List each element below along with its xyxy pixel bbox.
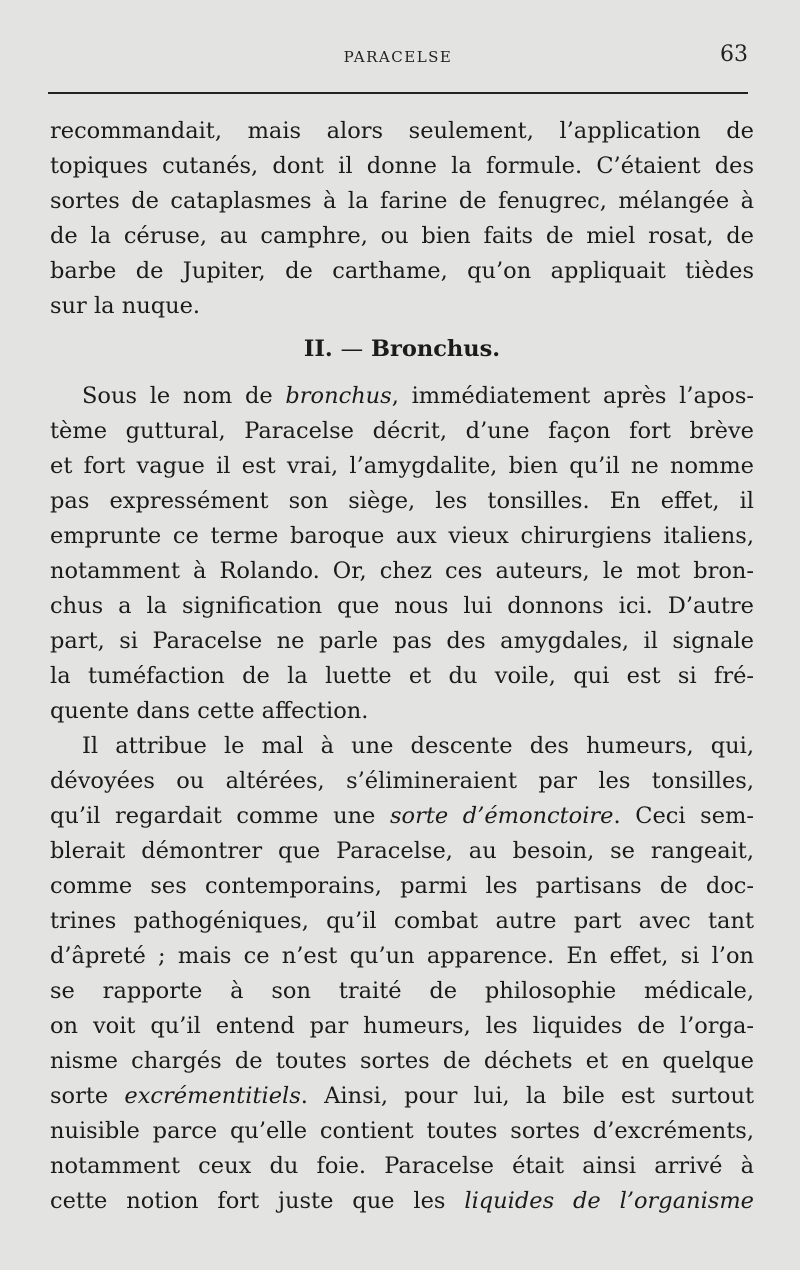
text-line: nuisible parce qu’elle contient toutes sortes d’excréments,	[50, 1118, 754, 1144]
italic-term: sorte d’émonctoire	[389, 803, 614, 829]
body-text	[50, 114, 754, 1219]
text-line: trines pathogéniques, qu’il combat autre part avec tant	[50, 908, 754, 934]
section-heading	[50, 332, 754, 367]
text-line	[50, 1079, 754, 1114]
text-run: sorte	[50, 1083, 125, 1109]
text-line: part, si Paracelse ne parle pas des amygdales, il signale	[50, 628, 754, 654]
text-run: . Ainsi, pour lui, la bile est surtout	[300, 1083, 754, 1109]
text-line	[50, 379, 754, 414]
page-number: 63	[720, 42, 748, 67]
text-line: recommandait, mais alors seulement, l’application de	[50, 118, 754, 144]
text-line: quente dans cette affection.	[50, 698, 369, 724]
text-line: topiques cutanés, dont il donne la formule. C’étaient des	[50, 153, 754, 179]
section-number: II.	[303, 336, 333, 362]
text-line: notamment à Rolando. Or, chez ces auteurs, le mot bron-	[50, 558, 754, 584]
text-run: , immédiatement après l’apos-	[391, 383, 754, 409]
text-line: notamment ceux du foie. Paracelse était ainsi arrivé à	[50, 1153, 754, 1179]
text-line	[50, 1184, 754, 1219]
text-line: on voit qu’il entend par humeurs, les liquides de l’orga-	[50, 1013, 754, 1039]
paragraph-3	[50, 729, 754, 1219]
text-line: emprunte ce terme baroque aux vieux chirurgiens italiens,	[50, 523, 754, 549]
header-rule	[48, 92, 748, 94]
text-line: de la céruse, au camphre, ou bien faits de miel rosat, de	[50, 223, 754, 249]
text-line: d’âpreté ; mais ce n’est qu’un apparence. En effet, si l’on	[50, 943, 754, 969]
text-line: tème guttural, Paracelse décrit, d’une façon fort brève	[50, 418, 754, 444]
section-dash: —	[340, 336, 364, 362]
running-title: PARACELSE	[343, 48, 453, 66]
text-line	[50, 799, 754, 834]
section-title: Bronchus.	[370, 336, 501, 362]
running-head	[48, 40, 748, 76]
text-line: sortes de cataplasmes à la farine de fenugrec, mélangée à	[50, 188, 754, 214]
italic-term: liquides de l’organisme	[464, 1188, 755, 1214]
text-line: blerait démontrer que Paracelse, au besoin, se rangeait,	[50, 838, 754, 864]
text-run: Sous le nom de	[82, 383, 286, 409]
text-line: comme ses contemporains, parmi les partisans de doc-	[50, 873, 754, 899]
paragraph-1	[50, 114, 754, 324]
text-line: pas expressément son siège, les tonsilles. En effet, il	[50, 488, 754, 514]
italic-term: bronchus	[285, 383, 392, 409]
paragraph-2	[50, 379, 754, 729]
text-run: . Ceci sem-	[613, 803, 754, 829]
text-line: barbe de Jupiter, de carthame, qu’on appliquait tièdes	[50, 258, 754, 284]
text-line: dévoyées ou altérées, s’élimineraient par les tonsilles,	[50, 768, 754, 794]
text-line: la tuméfaction de la luette et du voile, qui est si fré-	[50, 663, 754, 689]
text-line: Il attribue le mal à une descente des humeurs, qui,	[82, 733, 754, 759]
text-line: chus a la signification que nous lui donnons ici. D’autre	[50, 593, 754, 619]
text-line: et fort vague il est vrai, l’amygdalite, bien qu’il ne nomme	[50, 453, 754, 479]
text-line: se rapporte à son traité de philosophie médicale,	[50, 978, 754, 1004]
text-line: sur la nuque.	[50, 293, 201, 319]
italic-term: excrémentitiels	[124, 1083, 301, 1109]
text-run: qu’il regardait comme une	[50, 803, 390, 829]
text-line: nisme chargés de toutes sortes de déchets et en quelque	[50, 1048, 754, 1074]
text-run: cette notion fort juste que les	[50, 1188, 465, 1214]
